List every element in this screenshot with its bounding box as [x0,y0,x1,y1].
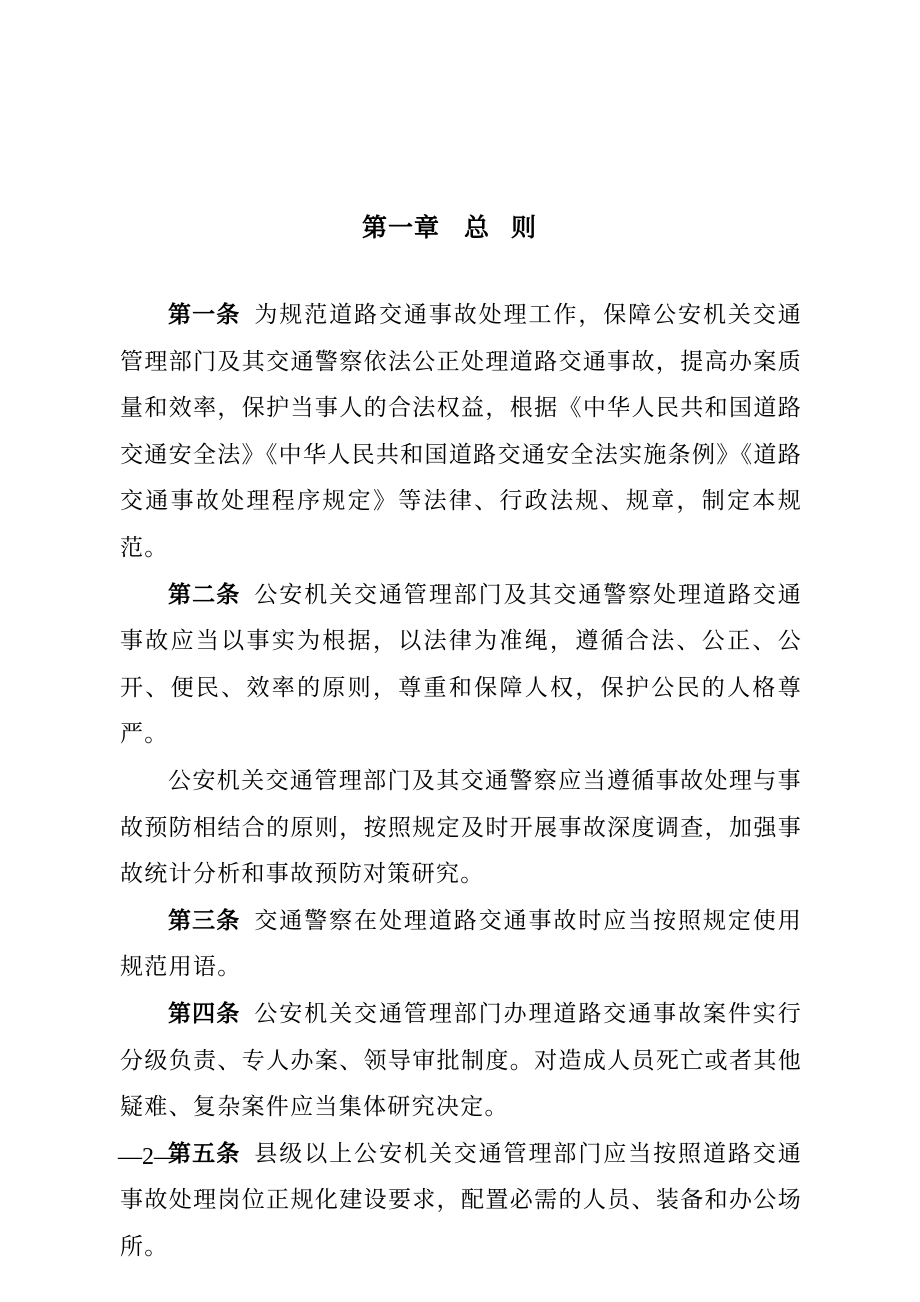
article-text: 县级以上公安机关交通管理部门应当按照道路交通事故处理岗位正规化建设要求，配置必需的人员、装备和办公场所。 [120,1140,803,1260]
article-4 [120,991,802,1131]
article-text: 公安机关交通管理部门办理道路交通事故案件实行分级负责、专人办案、领导审批制度。对造成人员死亡或者其他疑难、复杂案件应当集体研究决定。 [120,1000,803,1121]
article-1 [120,292,802,572]
chapter-number: 第一章 [361,213,440,242]
article-body [120,292,802,1270]
page-number: —2— [118,1144,178,1170]
article-2 [120,572,802,758]
article-2-paragraph-2 [120,758,802,898]
article-label: 第三条 [168,907,241,934]
chapter-title [0,208,920,248]
article-text: 公安机关交通管理部门及其交通警察应当遵循事故处理与事故预防相结合的原则，按照规定及时开展事故深度调查，加强事故统计分析和事故预防对策研究。 [120,767,802,888]
article-label: 第二条 [168,581,241,608]
article-label: 第一条 [168,302,241,328]
article-label: 第五条 [168,1140,241,1167]
article-label: 第四条 [168,1000,241,1027]
article-text: 交通警察在处理道路交通事故时应当按照规定使用规范用语。 [120,907,803,981]
chapter-name: 总则 [464,213,559,242]
article-text: 公安机关交通管理部门及其交通警察处理道路交通事故应当以事实为根据，以法律为准绳，遵循合法、公正、公开、便民、效率的原则，尊重和保障人权，保护公民的人格尊严。 [120,581,803,748]
article-text: 为规范道路交通事故处理工作，保障公安机关交通管理部门及其交通警察依法公正处理道路交通事故，提高办案质量和效率，保护当事人的合法权益，根据《中华人民共和国道路交通安全法》《中华人民共和国道路交通安全法实施条例》《道路交通事故处理程序规定》等法律、行政法规、规章，制定本规范。 [120,302,803,561]
article-3 [120,898,802,991]
article-5 [120,1131,802,1271]
